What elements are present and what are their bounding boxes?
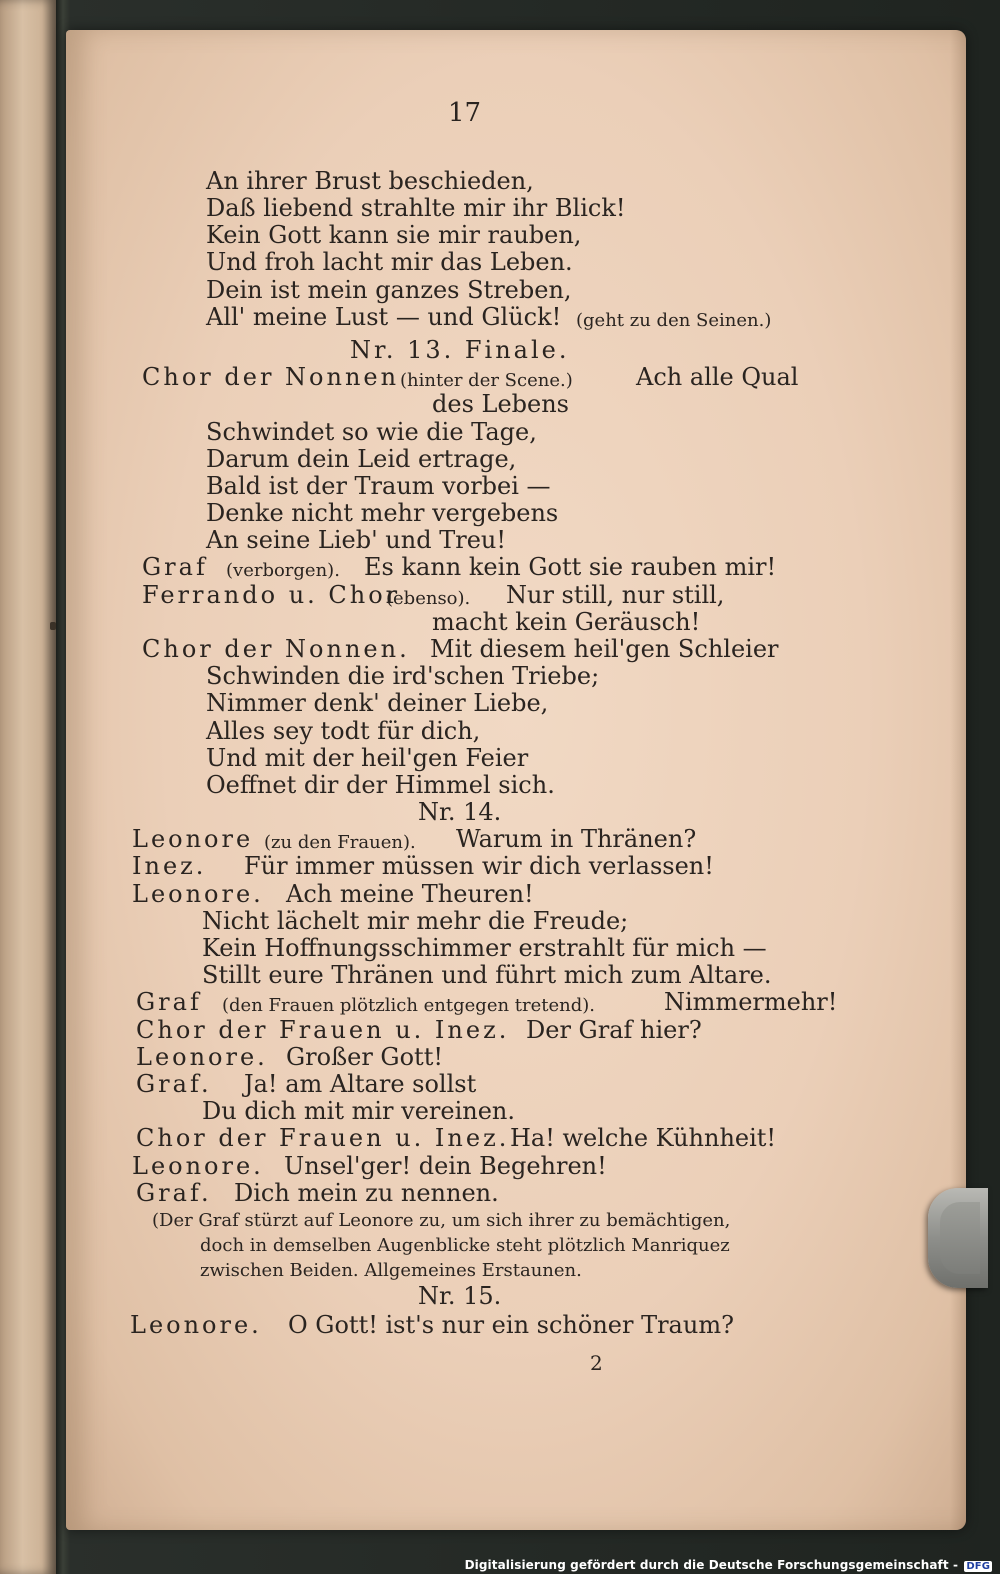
verse-line: Und froh lacht mir das Leben. <box>206 248 573 276</box>
stage-direction: (ebenso). <box>386 588 471 609</box>
verse-line: Und mit der heil'gen Feier <box>206 744 529 772</box>
page-text <box>66 30 966 1530</box>
stage-direction: (geht zu den Seinen.) <box>576 310 772 331</box>
verse-line: Für immer müssen wir dich verlassen! <box>244 852 714 880</box>
speaker-name: Chor der Nonnen. <box>142 635 410 663</box>
verse-line: Der Graf hier? <box>526 1016 702 1044</box>
verse-line: Stillt eure Thränen und führt mich zum Altare. <box>202 961 772 989</box>
verse-line: Unsel'ger! dein Begehren! <box>284 1152 607 1180</box>
speaker-name: Graf. <box>136 1179 212 1207</box>
verse-line: All' meine Lust — und Glück! <box>206 303 562 331</box>
verse-line: Oeffnet dir der Himmel sich. <box>206 771 555 799</box>
digitization-footer <box>465 1558 992 1572</box>
speaker-name: Leonore. <box>130 1311 262 1339</box>
verse-line: O Gott! ist's nur ein schöner Traum? <box>288 1311 734 1339</box>
verse-line: Ha! welche Kühnheit! <box>510 1124 777 1152</box>
verse-line: Nicht lächelt mir mehr die Freude; <box>202 907 629 935</box>
signature-mark: 2 <box>590 1351 603 1375</box>
page-clip <box>928 1188 988 1288</box>
stage-direction: (hinter der Scene.) <box>400 370 573 391</box>
verse-line: Nimmer denk' deiner Liebe, <box>206 689 549 717</box>
verse-line: Ja! am Altare sollst <box>244 1070 477 1098</box>
speaker-name: Chor der Nonnen <box>142 363 400 391</box>
verse-line: An seine Lieb' und Treu! <box>206 526 506 554</box>
verse-line: Bald ist der Traum vorbei — <box>206 472 551 500</box>
verse-line: Warum in Thränen? <box>456 825 697 853</box>
verse-line: macht kein Geräusch! <box>432 608 701 636</box>
stage-direction: doch in demselben Augenblicke steht plötzlich Manriquez <box>200 1235 730 1256</box>
section-heading: Nr. 15. <box>418 1282 502 1310</box>
verse-line: Schwinden die ird'schen Triebe; <box>206 662 600 690</box>
verse-line: Ach alle Qual <box>636 363 799 391</box>
dfg-logo: DFG <box>966 1561 990 1572</box>
stage-direction: (verborgen). <box>226 560 340 581</box>
verse-line: Kein Hoffnungsschimmer erstrahlt für mich — <box>202 934 767 962</box>
footer-text: Digitalisierung gefördert durch die Deutsche Forschungsgemeinschaft - <box>464 1558 959 1572</box>
speaker-name: Chor der Frauen u. Inez. <box>136 1016 510 1044</box>
page-clip-inner <box>940 1202 980 1274</box>
verse-line: Nur still, nur still, <box>506 581 725 609</box>
verse-line: Alles sey todt für dich, <box>206 717 481 745</box>
left-page-edge <box>0 0 56 1574</box>
verse-line: An ihrer Brust beschieden, <box>206 167 534 195</box>
verse-line: Dich mein zu nennen. <box>234 1179 499 1207</box>
verse-line: Ach meine Theuren! <box>286 880 534 908</box>
verse-line: Denke nicht mehr vergebens <box>206 499 559 527</box>
section-heading: Nr. 13. Finale. <box>350 336 570 364</box>
pin-mark <box>50 622 56 630</box>
verse-line: Daß liebend strahlte mir ihr Blick! <box>206 194 626 222</box>
speaker-name: Graf <box>142 553 208 581</box>
section-heading: Nr. 14. <box>418 798 502 826</box>
verse-line: Es kann kein Gott sie rauben mir! <box>364 553 777 581</box>
verse-line: Kein Gott kann sie mir rauben, <box>206 221 582 249</box>
speaker-name: Chor der Frauen u. Inez. <box>136 1124 510 1152</box>
verse-line: Darum dein Leid ertrage, <box>206 445 517 473</box>
verse-line: Dein ist mein ganzes Streben, <box>206 276 572 304</box>
stage-direction: zwischen Beiden. Allgemeines Erstaunen. <box>200 1260 582 1281</box>
speaker-name: Graf. <box>136 1070 212 1098</box>
verse-line: Großer Gott! <box>286 1043 443 1071</box>
verse-line: Mit diesem heil'gen Schleier <box>430 635 779 663</box>
speaker-name: Inez. <box>132 852 207 880</box>
verse-line: Schwindet so wie die Tage, <box>206 418 537 446</box>
speaker-name: Ferrando u. Chor <box>142 581 401 609</box>
stage-direction: (den Frauen plötzlich entgegen tretend). <box>222 995 596 1016</box>
speaker-name: Leonore. <box>132 880 264 908</box>
stage-direction: (Der Graf stürzt auf Leonore zu, um sich ihrer zu bemächtigen, <box>152 1210 731 1231</box>
verse-line: des Lebens <box>432 390 569 418</box>
speaker-name: Leonore. <box>136 1043 268 1071</box>
stage-direction: (zu den Frauen). <box>264 832 416 853</box>
speaker-name: Graf <box>136 988 202 1016</box>
verse-line: Du dich mit mir vereinen. <box>202 1097 515 1125</box>
speaker-name: Leonore. <box>132 1152 264 1180</box>
verse-line: Nimmermehr! <box>664 988 838 1016</box>
page-number: 17 <box>448 98 482 128</box>
speaker-name: Leonore <box>132 825 254 853</box>
